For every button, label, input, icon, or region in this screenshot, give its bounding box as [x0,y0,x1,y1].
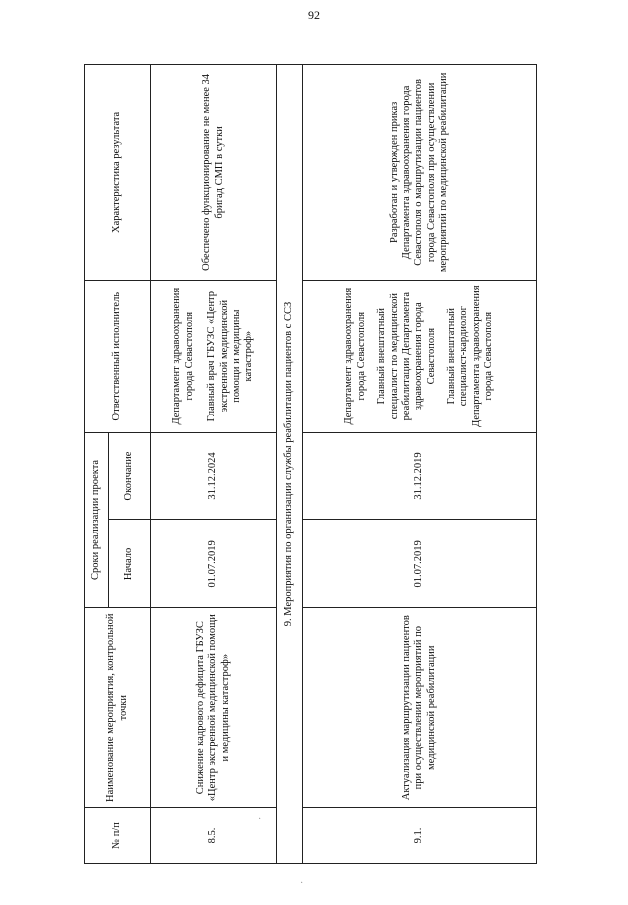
row-num: 9.1. [303,808,537,864]
row-start: 01.07.2019 [151,520,277,608]
executor-line: Главный врач ГБУЗС «Центр экстренной медицинской помощи и медицины катастроф» [206,290,255,422]
row-result: Разработан и утвержден приказ Департамента здравоохранения города Севастополя о маршрутизации пациентов города Севастополя при осуществлении мероприятий по медицинской реабилитации [303,65,537,281]
scan-speck: · [300,878,304,889]
row-start: 01.07.2019 [303,520,537,608]
header-dates: Сроки реализации проекта [85,432,109,608]
executor-line: Главный внештатный специалист по медицинской реабилитации Департамента здравоохранения города Севастополя [376,291,437,421]
row-name: Снижение кадрового дефицита ГБУЗС «Центр экстренной медицинской помощи и медицины катастроф» [151,608,277,808]
row-executor [303,280,537,432]
header-executor: Ответственный исполнитель [85,280,151,432]
section-title: 9. Мероприятия по организации службы реабилитации пациентов с ССЗ [277,65,303,864]
executor-line: Главный внештатный специалист-кардиолог Департамента здравоохранения города Севастополя [446,285,495,427]
row-executor [151,280,277,432]
header-start: Начало [109,520,151,608]
page-number: 92 [308,8,320,22]
executor-line: Департамент здравоохранения города Севастополя [171,287,195,425]
header-end: Окончание [109,432,151,520]
row-end: 31.12.2024 [151,432,277,520]
rotated-table-wrapper [84,64,536,864]
project-table [84,64,537,864]
table-row [303,65,537,864]
header-num: № п/п [85,808,151,864]
scan-speck: · [258,814,262,825]
row-num: 8.5. [151,808,277,864]
header-name: Наименование мероприятия, контрольной точки [85,608,151,808]
header-row-1 [85,65,109,864]
table-row [151,65,277,864]
section-row [277,65,303,864]
row-result: Обеспечено функционирование не менее 34 бригад СМП в сутки [151,65,277,281]
row-name: Актуализация маршрутизации пациентов при осуществлении мероприятий по медицинской реабилитации [303,608,537,808]
executor-line: Департамент здравоохранения города Севастополя [343,287,367,425]
row-end: 31.12.2019 [303,432,537,520]
header-result: Характеристика результата [85,65,151,281]
